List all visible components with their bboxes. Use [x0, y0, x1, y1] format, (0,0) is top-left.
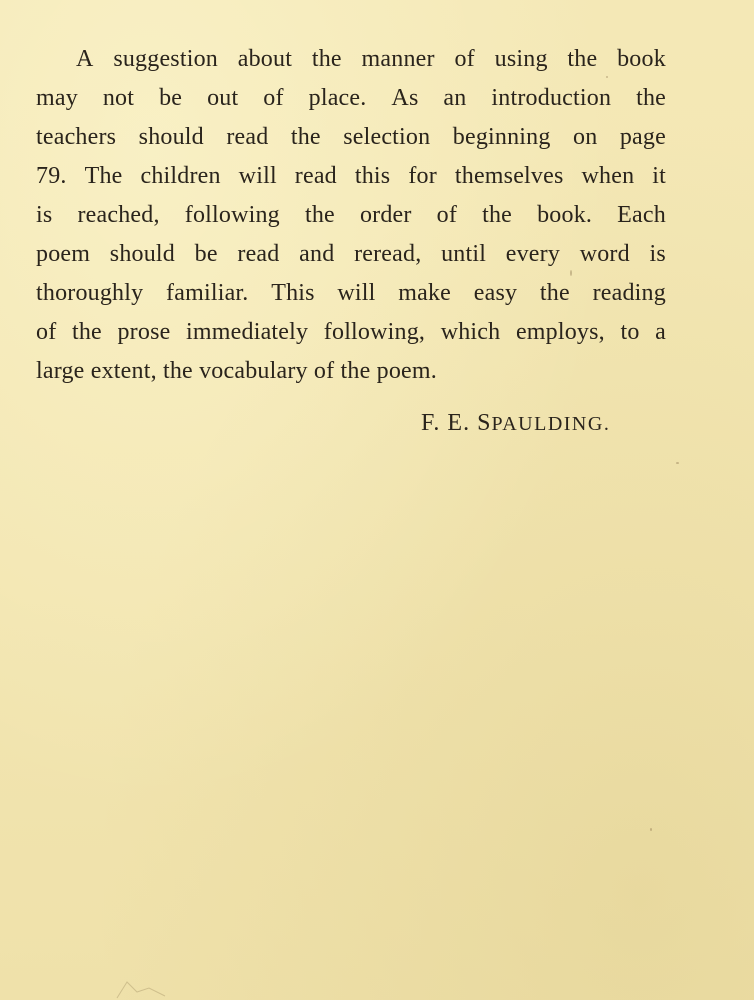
word: is — [649, 241, 666, 267]
word: the — [304, 202, 335, 228]
word: word — [579, 241, 630, 267]
paragraph-line — [36, 235, 666, 274]
word: be — [159, 85, 183, 111]
word: of — [36, 319, 57, 345]
word: the — [290, 124, 321, 150]
word: will — [337, 280, 376, 306]
word: read — [226, 124, 269, 150]
word: make — [398, 280, 452, 306]
word: the — [311, 46, 342, 72]
word: every — [505, 241, 561, 267]
word: may — [36, 85, 78, 111]
word: immediately — [186, 319, 309, 345]
word: reached, — [77, 202, 160, 228]
paragraph-line — [36, 157, 666, 196]
word: following — [184, 202, 280, 228]
word: order — [359, 202, 412, 228]
word: Each — [617, 202, 666, 228]
word: book. — [537, 202, 593, 228]
word: read — [237, 241, 280, 267]
word: This — [271, 280, 315, 306]
paragraph-line — [36, 118, 666, 157]
word: using — [494, 46, 548, 72]
word: reading — [592, 280, 666, 306]
word: 79. — [36, 163, 67, 189]
word: children — [140, 163, 221, 189]
word: selection — [343, 124, 431, 150]
signature-surname: PAULDING. — [491, 413, 611, 435]
word: of — [436, 202, 458, 228]
word: will — [238, 163, 277, 189]
word: poem — [36, 241, 91, 267]
word: should — [138, 124, 204, 150]
word: about — [237, 46, 293, 72]
word: for — [408, 163, 437, 189]
word: until — [441, 241, 487, 267]
word: following, — [323, 319, 426, 345]
word: easy — [473, 280, 518, 306]
word: the — [636, 85, 666, 111]
paragraph-line — [36, 274, 666, 313]
word: on — [573, 124, 598, 150]
word: be — [194, 241, 218, 267]
word: the — [71, 319, 102, 345]
paper-speck — [570, 270, 572, 276]
word: page — [619, 124, 666, 150]
word: read — [294, 163, 337, 189]
word: employs, — [515, 319, 605, 345]
word: when — [581, 163, 635, 189]
word: teachers — [36, 124, 117, 150]
word: suggestion — [113, 46, 218, 72]
word: A — [76, 46, 94, 72]
word: it — [652, 163, 666, 189]
word: As — [391, 85, 419, 111]
word: beginning — [452, 124, 551, 150]
word: of — [263, 85, 284, 111]
word: of — [454, 46, 475, 72]
paragraph-line — [36, 40, 666, 79]
word: thoroughly — [36, 280, 144, 306]
word: prose — [117, 319, 171, 345]
word: out — [207, 85, 239, 111]
word: manner — [361, 46, 435, 72]
paper-speck — [606, 76, 608, 78]
word: is — [36, 202, 53, 228]
signature-initials: F. E. S — [421, 410, 492, 436]
word: familiar. — [166, 280, 249, 306]
word: place. — [308, 85, 367, 111]
paper-crease-mark — [115, 970, 175, 1000]
word: themselves — [454, 163, 564, 189]
word: the — [539, 280, 570, 306]
paragraph-line — [36, 79, 666, 118]
preface-paragraph — [36, 40, 666, 391]
paper-speck — [676, 462, 679, 464]
paragraph-line — [36, 196, 666, 235]
paper-speck — [650, 828, 652, 831]
word: the — [482, 202, 513, 228]
word: introduction — [491, 85, 612, 111]
word: this — [354, 163, 391, 189]
word: a — [655, 319, 666, 345]
word: an — [443, 85, 467, 111]
paragraph-line: large extent, the vocabulary of the poem. — [36, 358, 437, 384]
word: to — [620, 319, 640, 345]
word: book — [617, 46, 666, 72]
word: not — [102, 85, 135, 111]
word: the — [567, 46, 598, 72]
word: and — [299, 241, 335, 267]
paragraph-line — [36, 313, 666, 352]
word: which — [440, 319, 501, 345]
word: reread, — [354, 241, 422, 267]
word: The — [84, 163, 123, 189]
word: should — [109, 241, 175, 267]
author-signature — [421, 406, 610, 441]
